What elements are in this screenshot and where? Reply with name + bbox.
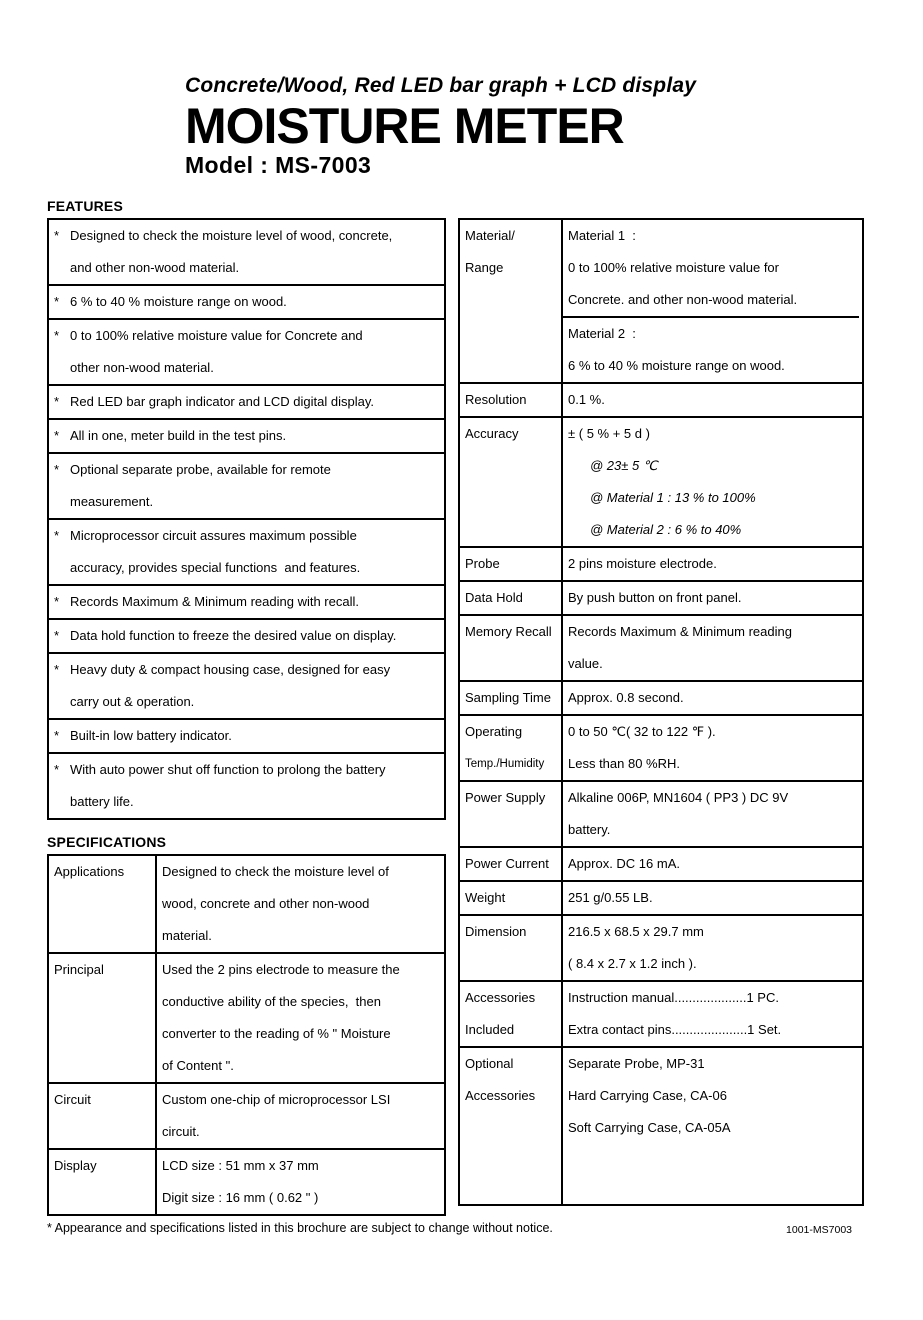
specifications-heading: SPECIFICATIONS: [47, 834, 167, 850]
text-line: measurement.: [70, 494, 154, 509]
text-line: battery.: [568, 822, 611, 837]
detail-row-label: [460, 582, 563, 614]
detail-row-label: [460, 716, 563, 780]
spec-row-label: [49, 1150, 157, 1214]
text-line: Approx. 0.8 second.: [568, 690, 684, 705]
feature-text: [70, 754, 440, 818]
text-line: @ 23± 5 ℃: [590, 458, 658, 473]
spec-row-value-part: [162, 856, 441, 952]
detail-row-label: [460, 848, 563, 880]
text-line: 216.5 x 68.5 x 29.7 mm: [568, 924, 704, 939]
text-line: converter to the reading of % " Moisture: [162, 1026, 391, 1041]
detail-row-label: [460, 916, 563, 980]
text-line: Used the 2 pins electrode to measure the: [162, 962, 400, 977]
detail-row-value: [563, 220, 862, 382]
detail-row-value-part: [568, 220, 859, 316]
detail-row: [460, 580, 862, 614]
text-line: Custom one-chip of microprocessor LSI: [162, 1092, 391, 1107]
spec-row-value-part: [162, 1084, 441, 1148]
right-column: [458, 198, 864, 1216]
detail-row-value: [563, 982, 862, 1046]
text-line: Alkaline 006P, MN1604 ( PP3 ) DC 9V: [568, 790, 789, 805]
bullet-asterisk: *: [54, 762, 60, 777]
text-line: Extra contact pins.....................1 Set.: [568, 1022, 782, 1037]
model-number: Model : MS-7003: [185, 152, 372, 178]
text-line: Weight: [465, 890, 506, 905]
text-line: conductive ability of the species, then: [162, 994, 381, 1009]
detail-row-value: [563, 782, 862, 846]
text-line: Less than 80 %RH.: [568, 756, 681, 771]
feature-text: [70, 220, 440, 284]
detail-row: [460, 880, 862, 914]
detail-row: [460, 382, 862, 416]
detail-row: [460, 780, 862, 846]
text-line: Separate Probe, MP-31: [568, 1056, 705, 1071]
text-line: Material 1 :: [568, 228, 636, 243]
text-line: of Content ".: [162, 1058, 234, 1073]
text-line: Temp./Humidity: [465, 758, 545, 770]
text-line: Optional: [465, 1056, 514, 1071]
detail-row-label: [460, 1048, 563, 1204]
detail-row: [460, 546, 862, 580]
text-line: Accuracy: [465, 426, 519, 441]
text-line: Memory Recall: [465, 624, 552, 639]
feature-item: [49, 652, 444, 718]
detail-row-label: [460, 982, 563, 1046]
detail-row-value-part: [568, 582, 859, 614]
feature-item: [49, 452, 444, 518]
feature-text: [70, 386, 440, 418]
feature-text: [70, 320, 440, 384]
bullet-asterisk: *: [54, 294, 60, 309]
detail-row-value: [563, 384, 862, 416]
detail-spec-table: [458, 218, 864, 1206]
feature-item: [49, 618, 444, 652]
text-line: Instruction manual....................1 PC.: [568, 990, 779, 1005]
text-line: battery life.: [70, 794, 134, 809]
spec-row-value: [157, 1084, 444, 1148]
feature-text: [70, 286, 440, 318]
text-line: All in one, meter build in the test pins.: [70, 428, 287, 443]
feature-text: [70, 454, 440, 518]
spec-row-value: [157, 856, 444, 952]
feature-text: [70, 520, 440, 584]
text-line: Material 2 :: [568, 326, 636, 341]
feature-text: [70, 654, 440, 718]
text-line: Records Maximum & Minimum reading with recall.: [70, 594, 359, 609]
detail-row-value-part: [568, 548, 859, 580]
text-line: value.: [568, 656, 603, 671]
feature-item: [49, 384, 444, 418]
bullet-asterisk: *: [54, 394, 60, 409]
text-line: Records Maximum & Minimum reading: [568, 624, 792, 639]
footer: [47, 1221, 864, 1238]
spec-row-value-part: [162, 954, 441, 1082]
bullet-asterisk: *: [54, 594, 60, 609]
feature-item: [49, 284, 444, 318]
text-line: Sampling Time: [465, 690, 551, 705]
text-line: Included: [465, 1022, 515, 1037]
detail-row-value-part: [568, 616, 859, 680]
feature-text: [70, 720, 440, 752]
detail-row-value: [563, 682, 862, 714]
text-line: circuit.: [162, 1124, 200, 1139]
bullet-asterisk: *: [54, 662, 60, 677]
text-line: Accessories: [465, 990, 536, 1005]
detail-row-label: [460, 782, 563, 846]
bullet-asterisk: *: [54, 728, 60, 743]
spec-row-label: [49, 856, 157, 952]
detail-row: [460, 846, 862, 880]
text-line: Operating: [465, 724, 523, 739]
feature-text: [70, 620, 440, 652]
bullet-asterisk: *: [54, 628, 60, 643]
detail-row: [460, 416, 862, 546]
text-line: Range: [465, 260, 504, 275]
document-code: 1001-MS7003: [786, 1224, 852, 1236]
text-line: 6 % to 40 % moisture range on wood.: [70, 294, 287, 309]
text-line: other non-wood material.: [70, 360, 214, 375]
text-line: 6 % to 40 % moisture range on wood.: [568, 358, 785, 373]
spec-row-value-part: [162, 1150, 441, 1214]
detail-row-value: [563, 916, 862, 980]
spec-row-value: [157, 954, 444, 1082]
bullet-asterisk: *: [54, 462, 60, 477]
bullet-asterisk: *: [54, 328, 60, 343]
text-line: By push button on front panel.: [568, 590, 742, 605]
detail-row-value-part: [568, 882, 859, 914]
text-line: Principal: [54, 962, 104, 977]
feature-item: [49, 584, 444, 618]
spec-row-label: [49, 1084, 157, 1148]
detail-row: [460, 980, 862, 1046]
detail-row-label: [460, 548, 563, 580]
text-line: With auto power shut off function to prolong the battery: [70, 762, 386, 777]
detail-row-value: [563, 882, 862, 914]
text-line: Designed to check the moisture level of wood, concrete,: [70, 228, 393, 243]
text-line: Material/: [465, 228, 515, 243]
detail-row-value: [563, 848, 862, 880]
text-line: Dimension: [465, 924, 527, 939]
text-line: material.: [162, 928, 212, 943]
feature-item: [49, 718, 444, 752]
text-line: Red LED bar graph indicator and LCD digital display.: [70, 394, 374, 409]
detail-row-value-part: [568, 682, 859, 714]
spec-row-value: [157, 1150, 444, 1214]
text-line: 0 to 100% relative moisture value for Concrete and: [70, 328, 363, 343]
text-line: ± ( 5 % + 5 d ): [568, 426, 650, 441]
spec-row: [49, 1148, 444, 1214]
detail-row-value: [563, 582, 862, 614]
detail-row-label: [460, 882, 563, 914]
feature-item: [49, 418, 444, 452]
text-line: Microprocessor circuit assures maximum possible: [70, 528, 357, 543]
title-block: [185, 73, 864, 178]
detail-row-value-part: [568, 982, 859, 1046]
text-line: Approx. DC 16 mA.: [568, 856, 680, 871]
feature-item: [49, 518, 444, 584]
detail-row-value: [563, 1048, 862, 1204]
detail-row: [460, 914, 862, 980]
text-line: ( 8.4 x 2.7 x 1.2 inch ).: [568, 956, 697, 971]
text-line: Resolution: [465, 392, 527, 407]
text-line: 0.1 %.: [568, 392, 605, 407]
product-subtitle: Concrete/Wood, Red LED bar graph + LCD display: [185, 74, 697, 97]
detail-row: [460, 1046, 862, 1204]
feature-item: [49, 752, 444, 818]
detail-row-value-part: [568, 716, 859, 780]
feature-item: [49, 318, 444, 384]
left-column: [47, 198, 446, 1216]
detail-row: [460, 714, 862, 780]
features-box: [47, 218, 446, 820]
spec-row: [49, 1082, 444, 1148]
text-line: Built-in low battery indicator.: [70, 728, 232, 743]
detail-row-value: [563, 616, 862, 680]
text-line: @ Material 1 : 13 % to 100%: [590, 490, 756, 505]
text-line: Designed to check the moisture level of: [162, 864, 389, 879]
text-line: carry out & operation.: [70, 694, 195, 709]
text-line: 2 pins moisture electrode.: [568, 556, 717, 571]
text-line: Digit size : 16 mm ( 0.62 " ): [162, 1190, 319, 1205]
page-title: MOISTURE METER: [185, 98, 624, 154]
feature-item: [49, 220, 444, 284]
features-heading: FEATURES: [47, 198, 124, 214]
bullet-asterisk: *: [54, 428, 60, 443]
text-line: LCD size : 51 mm x 37 mm: [162, 1158, 319, 1173]
text-line: Power Current: [465, 856, 549, 871]
bullet-asterisk: *: [54, 228, 60, 243]
text-line: Power Supply: [465, 790, 546, 805]
feature-text: [70, 420, 440, 452]
detail-row-value-part: [568, 384, 859, 416]
detail-row-value-part: [568, 418, 859, 546]
text-line: 0 to 50 ℃( 32 to 122 ℉ ).: [568, 724, 716, 739]
text-line: Data Hold: [465, 590, 523, 605]
feature-text: [70, 586, 440, 618]
detail-row-value: [563, 548, 862, 580]
text-line: @ Material 2 : 6 % to 40%: [590, 522, 742, 537]
spec-row: [49, 856, 444, 952]
text-line: Probe: [465, 556, 500, 571]
detail-row-value: [563, 716, 862, 780]
detail-row-value-part: [568, 1048, 859, 1144]
text-line: Soft Carrying Case, CA-05A: [568, 1120, 731, 1135]
detail-row-value-part: [563, 316, 859, 382]
text-line: Applications: [54, 864, 125, 879]
text-line: 251 g/0.55 LB.: [568, 890, 653, 905]
text-line: Display: [54, 1158, 97, 1173]
detail-row: [460, 220, 862, 382]
bullet-asterisk: *: [54, 528, 60, 543]
detail-row-value-part: [568, 916, 859, 980]
detail-row-label: [460, 616, 563, 680]
detail-row-value: [563, 418, 862, 546]
text-line: Circuit: [54, 1092, 91, 1107]
text-line: Accessories: [465, 1088, 536, 1103]
text-line: Optional separate probe, available for remote: [70, 462, 331, 477]
detail-row-label: [460, 682, 563, 714]
text-line: 0 to 100% relative moisture value for: [568, 260, 779, 275]
detail-row-value-part: [568, 782, 859, 846]
footer-disclaimer: * Appearance and specifications listed in this brochure are subject to change without notice.: [47, 1221, 553, 1235]
text-line: accuracy, provides special functions and features.: [70, 560, 361, 575]
text-line: Data hold function to freeze the desired value on display.: [70, 628, 397, 643]
detail-row-label: [460, 220, 563, 382]
text-line: and other non-wood material.: [70, 260, 240, 275]
text-line: Concrete. and other non-wood material.: [568, 292, 798, 307]
detail-row: [460, 680, 862, 714]
spec-row-label: [49, 954, 157, 1082]
specifications-table: [47, 854, 446, 1216]
text-line: wood, concrete and other non-wood: [162, 896, 370, 911]
content-columns: [47, 198, 864, 1216]
detail-row-label: [460, 418, 563, 546]
text-line: Heavy duty & compact housing case, designed for easy: [70, 662, 391, 677]
spec-row: [49, 952, 444, 1082]
detail-row-value-part: [568, 848, 859, 880]
detail-row-label: [460, 384, 563, 416]
detail-row: [460, 614, 862, 680]
text-line: Hard Carrying Case, CA-06: [568, 1088, 727, 1103]
